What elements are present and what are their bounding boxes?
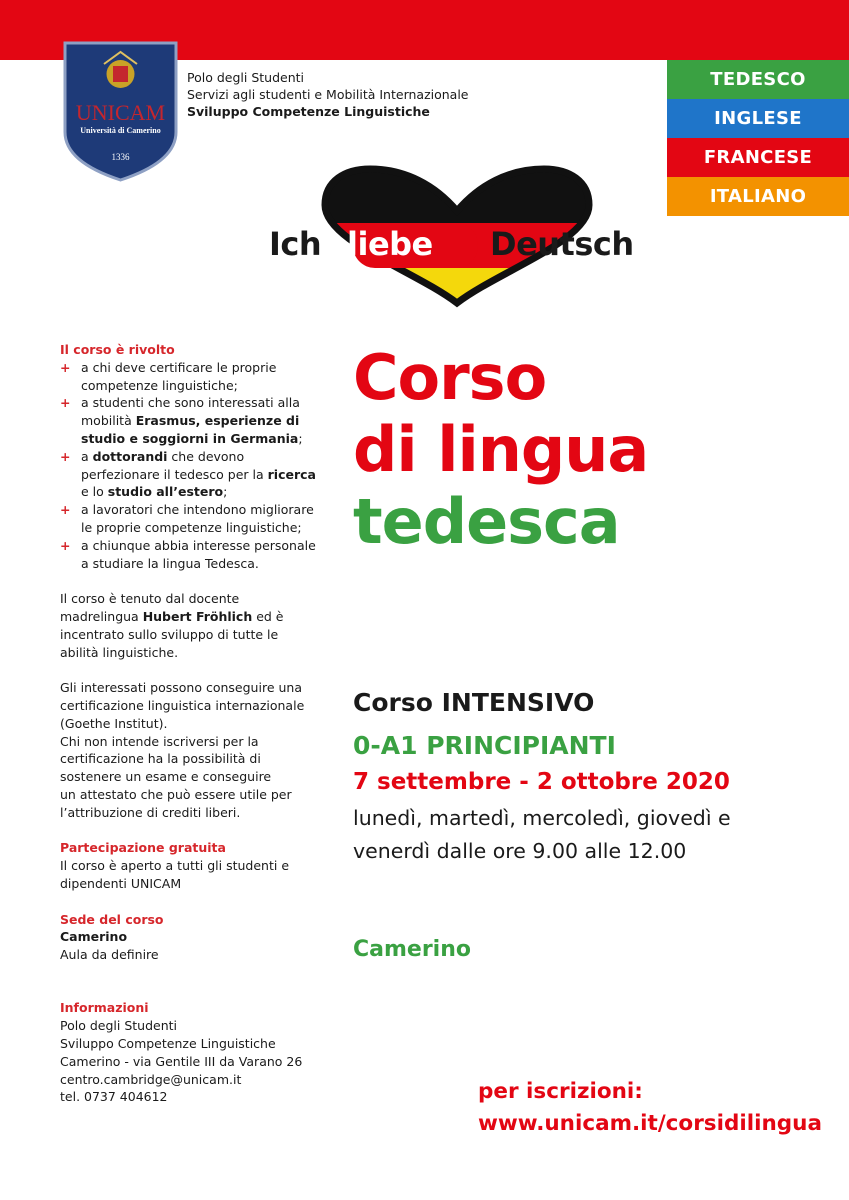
target-title: Il corso è rivolto <box>60 342 175 357</box>
registration-info <box>478 1076 822 1140</box>
registration-link[interactable]: www.unicam.it/corsidilingua <box>478 1111 822 1136</box>
title-line: di lingua <box>353 413 649 486</box>
list-item: + a chiunque abbia interesse personale a studiare la lingua Tedesca. <box>60 537 316 571</box>
plus-icon: + <box>60 448 71 464</box>
course-type: Corso INTENSIVO <box>353 688 595 717</box>
course-schedule: lunedì, martedì, mercoledì, giovedì e venerdì dalle ore 9.00 alle 12.00 <box>353 806 731 863</box>
contact-phone: tel. 0737 404612 <box>60 1089 168 1105</box>
organization-info <box>187 69 469 120</box>
left-column <box>60 341 330 1106</box>
language-tab-francese: FRANCESE <box>667 138 849 177</box>
slogan-word-ich: Ich <box>269 225 322 263</box>
venue-room: Aula da definire <box>60 947 159 963</box>
page-title <box>353 342 648 558</box>
org-line: Polo degli Studenti <box>187 70 304 85</box>
language-tab-inglese: INGLESE <box>667 99 849 138</box>
slogan-word-liebe: liebe <box>347 225 433 263</box>
contact-info: Polo degli Studenti Sviluppo Competenze Linguistiche Camerino - via Gentile III da Varano 26 centro.cambridge@unicam.it tel. 0737 404612 <box>60 1018 303 1105</box>
teacher-info: Il corso è tenuto dal docente madrelingua Hubert Fröhlich ed è incentrato sullo sviluppo di tutte le abilità linguistiche. <box>60 591 284 660</box>
title-line: tedesca <box>353 485 620 558</box>
participation-text: Il corso è aperto a tutti gli studenti e dipendenti UNICAM <box>60 858 290 891</box>
target-list <box>60 359 330 573</box>
plus-icon: + <box>60 537 71 553</box>
language-list <box>667 60 849 216</box>
contact-email[interactable]: centro.cambridge@unicam.it <box>60 1071 242 1087</box>
plus-icon: + <box>60 502 71 518</box>
registration-label: per iscrizioni: <box>478 1079 643 1104</box>
crest-name: UNICAM <box>75 100 166 125</box>
list-item: + a studenti che sono interessati alla mobilità Erasmus, esperienze di studio e soggiorni in Germania; <box>60 395 303 446</box>
venue-city: Camerino <box>60 929 128 945</box>
plus-icon: + <box>60 359 71 375</box>
course-level: 0-A1 PRINCIPIANTI <box>353 731 616 760</box>
list-item: + a chi deve certificare le proprie competenze linguistiche; <box>60 359 277 393</box>
venue-title: Sede del corso <box>60 911 164 927</box>
language-tab-tedesco: TEDESCO <box>667 60 849 99</box>
course-location: Camerino <box>353 937 472 962</box>
participation-title: Partecipazione gratuita <box>60 840 226 856</box>
info-title: Informazioni <box>60 1000 149 1016</box>
language-tab-italiano: ITALIANO <box>667 177 849 216</box>
certification-info: Gli interessati possono conseguire una certificazione linguistica internazionale (Goethe Institut). Chi non intende iscriversi per la certificazione ha la possibilità di sostenere un esame e conseguire un attestato che può essere utile per l’attribuzione di crediti liberi. <box>60 680 305 820</box>
org-line: Servizi agli studenti e Mobilità Internazionale <box>187 87 469 102</box>
list-item: + a dottorandi che devono perfezionare il tedesco per la ricerca e lo studio all’estero; <box>60 448 316 500</box>
crest-year: 1336 <box>111 152 130 162</box>
teacher-name: Hubert Fröhlich <box>142 608 253 624</box>
unicam-crest-logo <box>62 40 179 183</box>
slogan-word-deutsch: Deutsch <box>490 225 634 263</box>
title-line: Corso <box>353 341 547 414</box>
crest-subtitle: Università di Camerino <box>80 126 161 135</box>
plus-icon: + <box>60 395 71 411</box>
list-item: + a lavoratori che intendono migliorare le proprie competenze linguistiche; <box>60 502 314 535</box>
org-line: Sviluppo Competenze Linguistiche <box>187 104 430 119</box>
course-dates: 7 settembre - 2 ottobre 2020 <box>353 769 730 795</box>
